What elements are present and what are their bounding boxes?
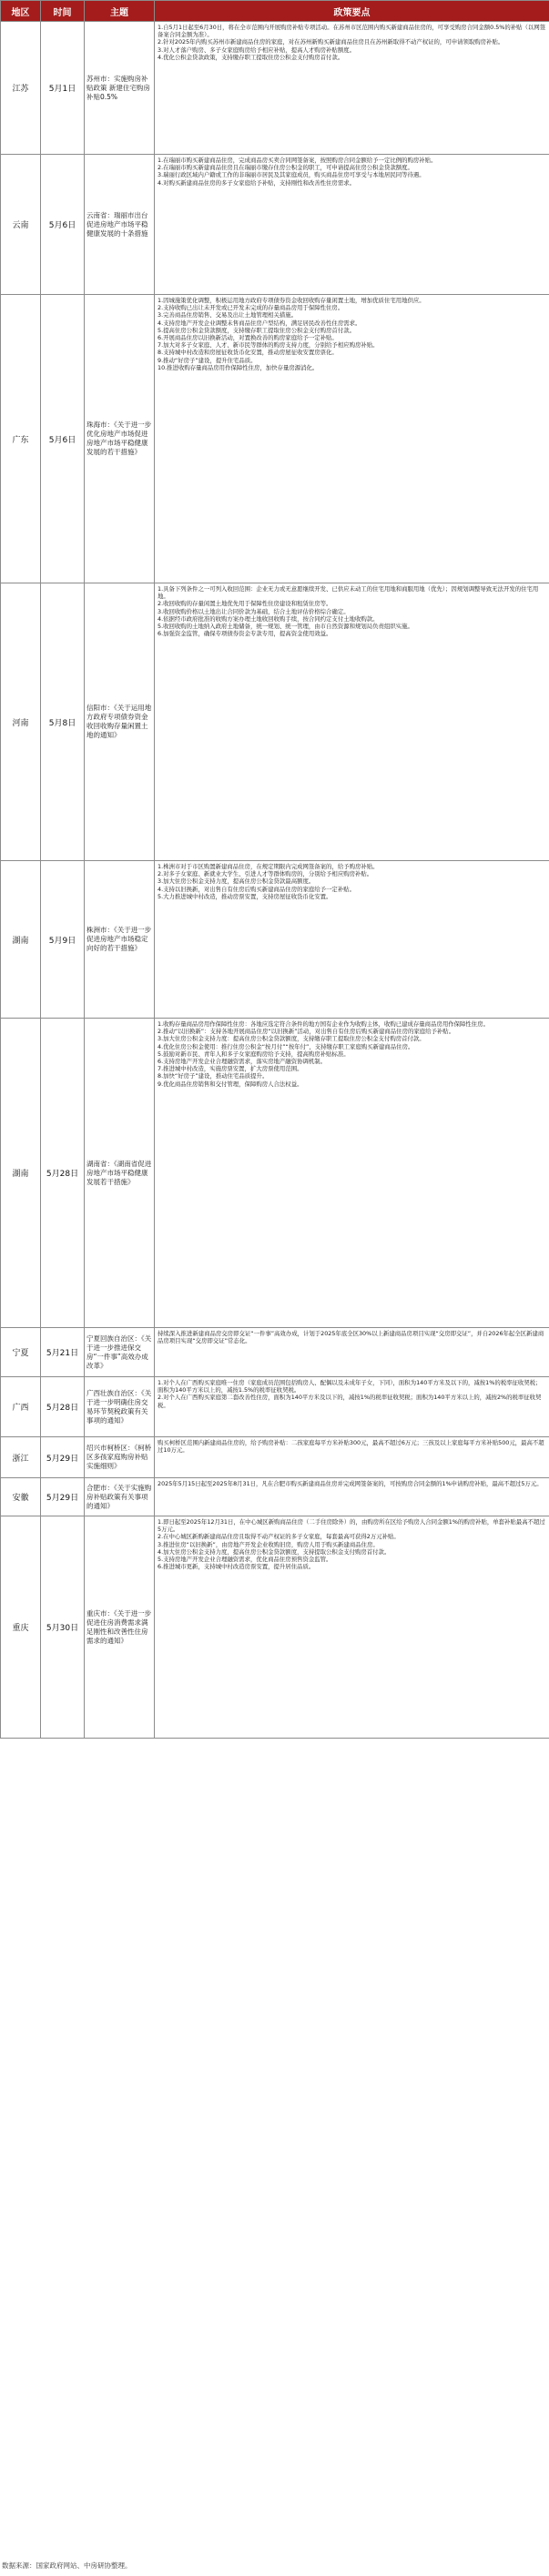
topic-cell: 重庆市：《关于进一步促进住房消费需求满足刚性和改善性住房需求的通知》 xyxy=(85,1516,155,1739)
region-cell: 广东 xyxy=(1,295,41,583)
policy-point: 4.支持房地产开发企业调整未售商品住房户型结构，满足居民改善性住房需求。 xyxy=(158,319,361,327)
table-header-row xyxy=(1,1,549,22)
policy-point: 1.收购存量商品房用作保障性住房：各地应选定符合条件的地方国有企业作为收购主体，收购已建成存量商品房用作保障性住房。 xyxy=(158,1020,489,1028)
policy-point: 1.在瑞丽市购买新建商品住房，完成商品房买卖合同网签备案，按照购房合同金额给予一定比例的购房补贴。 xyxy=(158,157,437,164)
policy-point: 4.对购买新建商品住房的多子女家庭给予补贴，支持刚性和改善性住房需求。 xyxy=(158,178,355,187)
points-cell xyxy=(155,1328,549,1377)
time-cell: 5月29日 xyxy=(41,1437,85,1478)
time-cell: 5月21日 xyxy=(41,1328,85,1377)
table-row xyxy=(1,1328,549,1377)
policy-point: 持续深入推进新建商品房交房即交证“一件事”高效办成，计划于2025年底全区30%以上新建商品房项目实现“交房即交证”，并自2026年起全区新建商品房项目实现“交房即交证”常态化。 xyxy=(158,1330,544,1345)
table-row xyxy=(1,1019,549,1328)
table-row xyxy=(1,22,549,155)
policy-point: 8.支持城中村改造和房屋征收货币化安置，推动房屋征收安置房票化。 xyxy=(158,349,338,357)
table-row xyxy=(1,1377,549,1437)
policy-point: 4.优化公积金贷款政策，支持缴存职工提取住房公积金支付购房首付款。 xyxy=(158,53,344,61)
policy-point: 5.鼓励对新市民、青年人和多子女家庭购房给予支持，提高购房补贴标准。 xyxy=(158,1050,350,1058)
policy-point: 3.收回收购价格以土地出让合同价款为基础，结合土地评估价格综合确定。 xyxy=(158,607,350,615)
policy-point: 1.对个人在广西购买家庭唯一住房（家庭成员范围包括购房人、配偶以及未成年子女，下同），面积为140平方米及以下的，减按1%的税率征收契税；面积为140平方米以上的，减按1.5%的税率征收契税。 xyxy=(158,1379,542,1394)
policy-point: 2.在中心城区新购新建商品住房且取得不动产权证的多子女家庭，每套最高可获得2万元补贴。 xyxy=(158,1533,400,1541)
time-cell: 5月30日 xyxy=(41,1516,85,1739)
time-cell: 5月29日 xyxy=(41,1478,85,1516)
policy-point: 3.加大住房公积金支持力度：提高住房公积金贷款额度，支持缴存职工提取住房公积金支付购房首付款。 xyxy=(158,1035,425,1043)
region-cell: 湖南 xyxy=(1,861,41,1019)
region-cell: 云南 xyxy=(1,155,41,295)
table-row xyxy=(1,1478,549,1516)
points-cell xyxy=(155,22,549,155)
table-row xyxy=(1,583,549,861)
time-cell: 5月6日 xyxy=(41,295,85,583)
policy-point: 5.提高住房公积金贷款额度，支持缴存职工提取住房公积金支付购房首付款。 xyxy=(158,326,355,334)
points-cell xyxy=(155,295,549,583)
points-cell xyxy=(155,861,549,1019)
policy-point: 1.即日起至2025年12月31日，在中心城区新购商品住房（二手住房除外）的，由购房所在区给予购房人合同金额1%的购房补贴，单套补贴最高不超过5万元。 xyxy=(158,1518,545,1534)
policy-point: 1.具备下列条件之一可列入收回范围：企业无力或无意愿继续开发、已供应未动工的住宅用地和商服用地（优先）；因规划调整导致无法开发的住宅用地。 xyxy=(158,585,539,601)
time-cell: 5月28日 xyxy=(41,1019,85,1328)
header-time: 时间 xyxy=(41,1,85,22)
topic-cell: 信阳市：《关于运用地方政府专项债券资金收回收购存量闲置土地的通知》 xyxy=(85,583,155,861)
policy-point: 9.推动“好房子”建设，提升住宅品质。 xyxy=(158,356,257,364)
policy-point: 6.推进城市更新，支持城中村改造房票安置，提升居住品质。 xyxy=(158,1563,315,1571)
points-cell xyxy=(155,155,549,295)
topic-cell: 株洲市：《关于进一步促进房地产市场稳定向好的若干措施》 xyxy=(85,861,155,1019)
topic-cell: 湖南省：《湖南省促进房地产市场平稳健康发展若干措施》 xyxy=(85,1019,155,1328)
policy-point: 8.加快“好房子”建设，推动住宅品质提升。 xyxy=(158,1072,269,1080)
topic-cell: 广西壮族自治区：《关于进一步明确住房交易环节契税政策有关事项的通知》 xyxy=(85,1377,155,1437)
policy-point: 2025年5月15日起至2025年8月31日，凡在合肥市购买新建商品住房并完成网签备案的，可按购房合同金额的1%申请购房补贴，最高不超过5万元。 xyxy=(158,1480,543,1487)
policy-point: 4.支持以旧换新，对出售自有住房后购买新建商品住房的家庭给予一定补贴。 xyxy=(158,885,355,893)
points-cell xyxy=(155,1437,549,1478)
policy-point: 5.支持房地产开发企业合理融资需求，优化商品住房预售资金监管。 xyxy=(158,1556,332,1564)
policy-point: 2.对多子女家庭、新就业大学生、引进人才等群体购房的，分别给予相应购房补贴。 xyxy=(158,870,373,878)
header-points: 政策要点 xyxy=(155,1,549,22)
policy-point: 3.加大住房公积金支持力度，提高住房公积金贷款最高额度。 xyxy=(158,877,315,886)
points-cell xyxy=(155,1019,549,1328)
points-cell xyxy=(155,1516,549,1739)
policy-point: 6.加强资金监管，确保专项债券资金专款专用，提高资金使用效益。 xyxy=(158,630,332,638)
policy-point: 6.开展商品住房以旧换新活动，对置换改善的购房家庭给予一定补贴。 xyxy=(158,334,338,342)
region-cell: 广西 xyxy=(1,1377,41,1437)
policy-point: 5.大力推进城中村改造，推动房票安置，支持房屋征收货币化安置。 xyxy=(158,892,332,900)
region-cell: 安徽 xyxy=(1,1478,41,1516)
policy-point: 4.依据经市政府批准的收购方案办理土地收回收购手续，按合同约定支付土地收购款。 xyxy=(158,614,379,623)
policy-point: 3.推进住房“以旧换新”，由房地产开发企业收购旧房，购房人用于购买新建商品住房。 xyxy=(158,1540,379,1548)
time-cell: 5月28日 xyxy=(41,1377,85,1437)
policy-point: 3.对人才落户购房、多子女家庭购房给予相应补贴，提高人才购房补贴额度。 xyxy=(158,46,355,54)
region-cell: 宁夏 xyxy=(1,1328,41,1377)
policy-point: 1.株洲市对于市区购置新建商品住房，在规定期限内完成网签备案的，给予购房补贴。 xyxy=(158,863,379,870)
policy-point: 2.收回收购的存量闲置土地优先用于保障性住房建设和租赁住房等。 xyxy=(158,600,332,608)
topic-cell: 云南省：瑞丽市出台促进房地产市场平稳健康发展的十条措施 xyxy=(85,155,155,295)
policy-point: 4.加大住房公积金支持力度，提高住房公积金贷款额度，支持提取公积金支付购房首付款。 xyxy=(158,1547,391,1556)
header-region: 地区 xyxy=(1,1,41,22)
policy-point: 9.优化商品住房销售和交付管理，保障购房人合法权益。 xyxy=(158,1080,303,1088)
header-topic: 主题 xyxy=(85,1,155,22)
table-row xyxy=(1,1516,549,1739)
policy-point: 7.推进城中村改造，实施房票安置，扩大房票使用范围。 xyxy=(158,1065,303,1073)
policy-point: 1.因城施策优化调整，积极运用地方政府专项债券资金收回收购存量闲置土地，增加优质住宅用地供应。 xyxy=(158,297,425,304)
policy-point: 7.加大对多子女家庭、人才、新市民等群体的购房支持力度，分别给予相应购房补贴。 xyxy=(158,341,379,350)
source-note: 数据来源：国家政府网站、中房研协整理。 xyxy=(2,2561,132,2570)
topic-cell: 合肥市：《关于实施购房补贴政策有关事项的通知》 xyxy=(85,1478,155,1516)
topic-cell: 珠海市：《关于进一步优化房地产市场促进房地产市场平稳健康发展的若干措施》 xyxy=(85,295,155,583)
time-cell: 5月9日 xyxy=(41,861,85,1019)
policy-point: 购买柯桥区范围内新建商品住房的，给予购房补贴：二孩家庭每平方米补贴300元，最高不超过6万元；三孩及以上家庭每平方米补贴500元，最高不超过10万元。 xyxy=(158,1439,544,1455)
region-cell: 重庆 xyxy=(1,1516,41,1739)
topic-cell: 苏州市：实施购房补贴政策 新建住宅购房补贴0.5% xyxy=(85,22,155,155)
table-row xyxy=(1,861,549,1019)
points-cell xyxy=(155,1478,549,1516)
policy-point: 1.自5月1日起至6月30日，将在全市范围内开展购房补贴专项活动。在苏州市区范围内购买新建商品住房的，可享受购房合同金额0.5%的补贴（以网签备案合同金额为准）。 xyxy=(158,24,546,39)
points-cell xyxy=(155,1377,549,1437)
time-cell: 5月1日 xyxy=(41,22,85,155)
policy-point: 10.推进收购存量商品房用作保障性住房，加快存量房源消化。 xyxy=(158,363,319,371)
policy-point: 2.推动“以旧换新”：支持各地开展商品住房“以旧换新”活动，对出售自有住房后购买新建商品住房的家庭给予补贴。 xyxy=(158,1028,455,1036)
table-row xyxy=(1,155,549,295)
policy-point: 4.优化住房公积金使用：推行住房公积金“按月付”“按年付”，支持缴存职工家庭购买新建商品住房。 xyxy=(158,1042,414,1050)
region-cell: 湖南 xyxy=(1,1019,41,1328)
policy-point: 5.收回收购的土地纳入政府土地储备，统一规划、统一管理，由市自然资源和规划局负责组织实施。 xyxy=(158,623,413,631)
table-body xyxy=(1,22,549,1739)
policy-point: 3.瑞丽行政区域内户籍或工作的非瑞丽市居民及其家庭成员，购买商品住房可享受与本地居民同等待遇。 xyxy=(158,171,425,179)
table-row xyxy=(1,295,549,583)
policy-point: 2.针对2025年内购买苏州市新建商品住房的家庭，对在苏州新购买新建商品住房且在苏州新取得不动产权证的，可申请领取购房补贴。 xyxy=(158,38,504,46)
region-cell: 浙江 xyxy=(1,1437,41,1478)
topic-cell: 绍兴市柯桥区：《柯桥区多孩家庭购房补贴实施细则》 xyxy=(85,1437,155,1478)
policy-point: 2.支持收购已出让未开发或已开发未完成的存量商品房用于保障性住房。 xyxy=(158,304,344,312)
policy-point: 2.在瑞丽市购买新建商品住房且在瑞丽市缴存住房公积金的职工，可申请提高住房公积金贷款额度。 xyxy=(158,164,413,172)
policy-point: 6.支持房地产开发企业合理融资需求，落实房地产融资协调机制。 xyxy=(158,1058,327,1066)
points-cell xyxy=(155,583,549,861)
policy-point: 2.对个人在广西购买家庭第二套改善性住房，面积为140平方米及以下的，减按1%的税率征收契税；面积为140平方米以上的，减按2%的税率征收契税。 xyxy=(158,1394,542,1409)
topic-cell: 宁夏回族自治区：《关于进一步推进保交房“一件事”高效办成改革》 xyxy=(85,1328,155,1377)
region-cell: 江苏 xyxy=(1,22,41,155)
table-row xyxy=(1,1437,549,1478)
time-cell: 5月8日 xyxy=(41,583,85,861)
region-cell: 河南 xyxy=(1,583,41,861)
time-cell: 5月6日 xyxy=(41,155,85,295)
policy-point: 3.完善商品住房销售、交易及出让土地管理相关措施。 xyxy=(158,311,298,319)
